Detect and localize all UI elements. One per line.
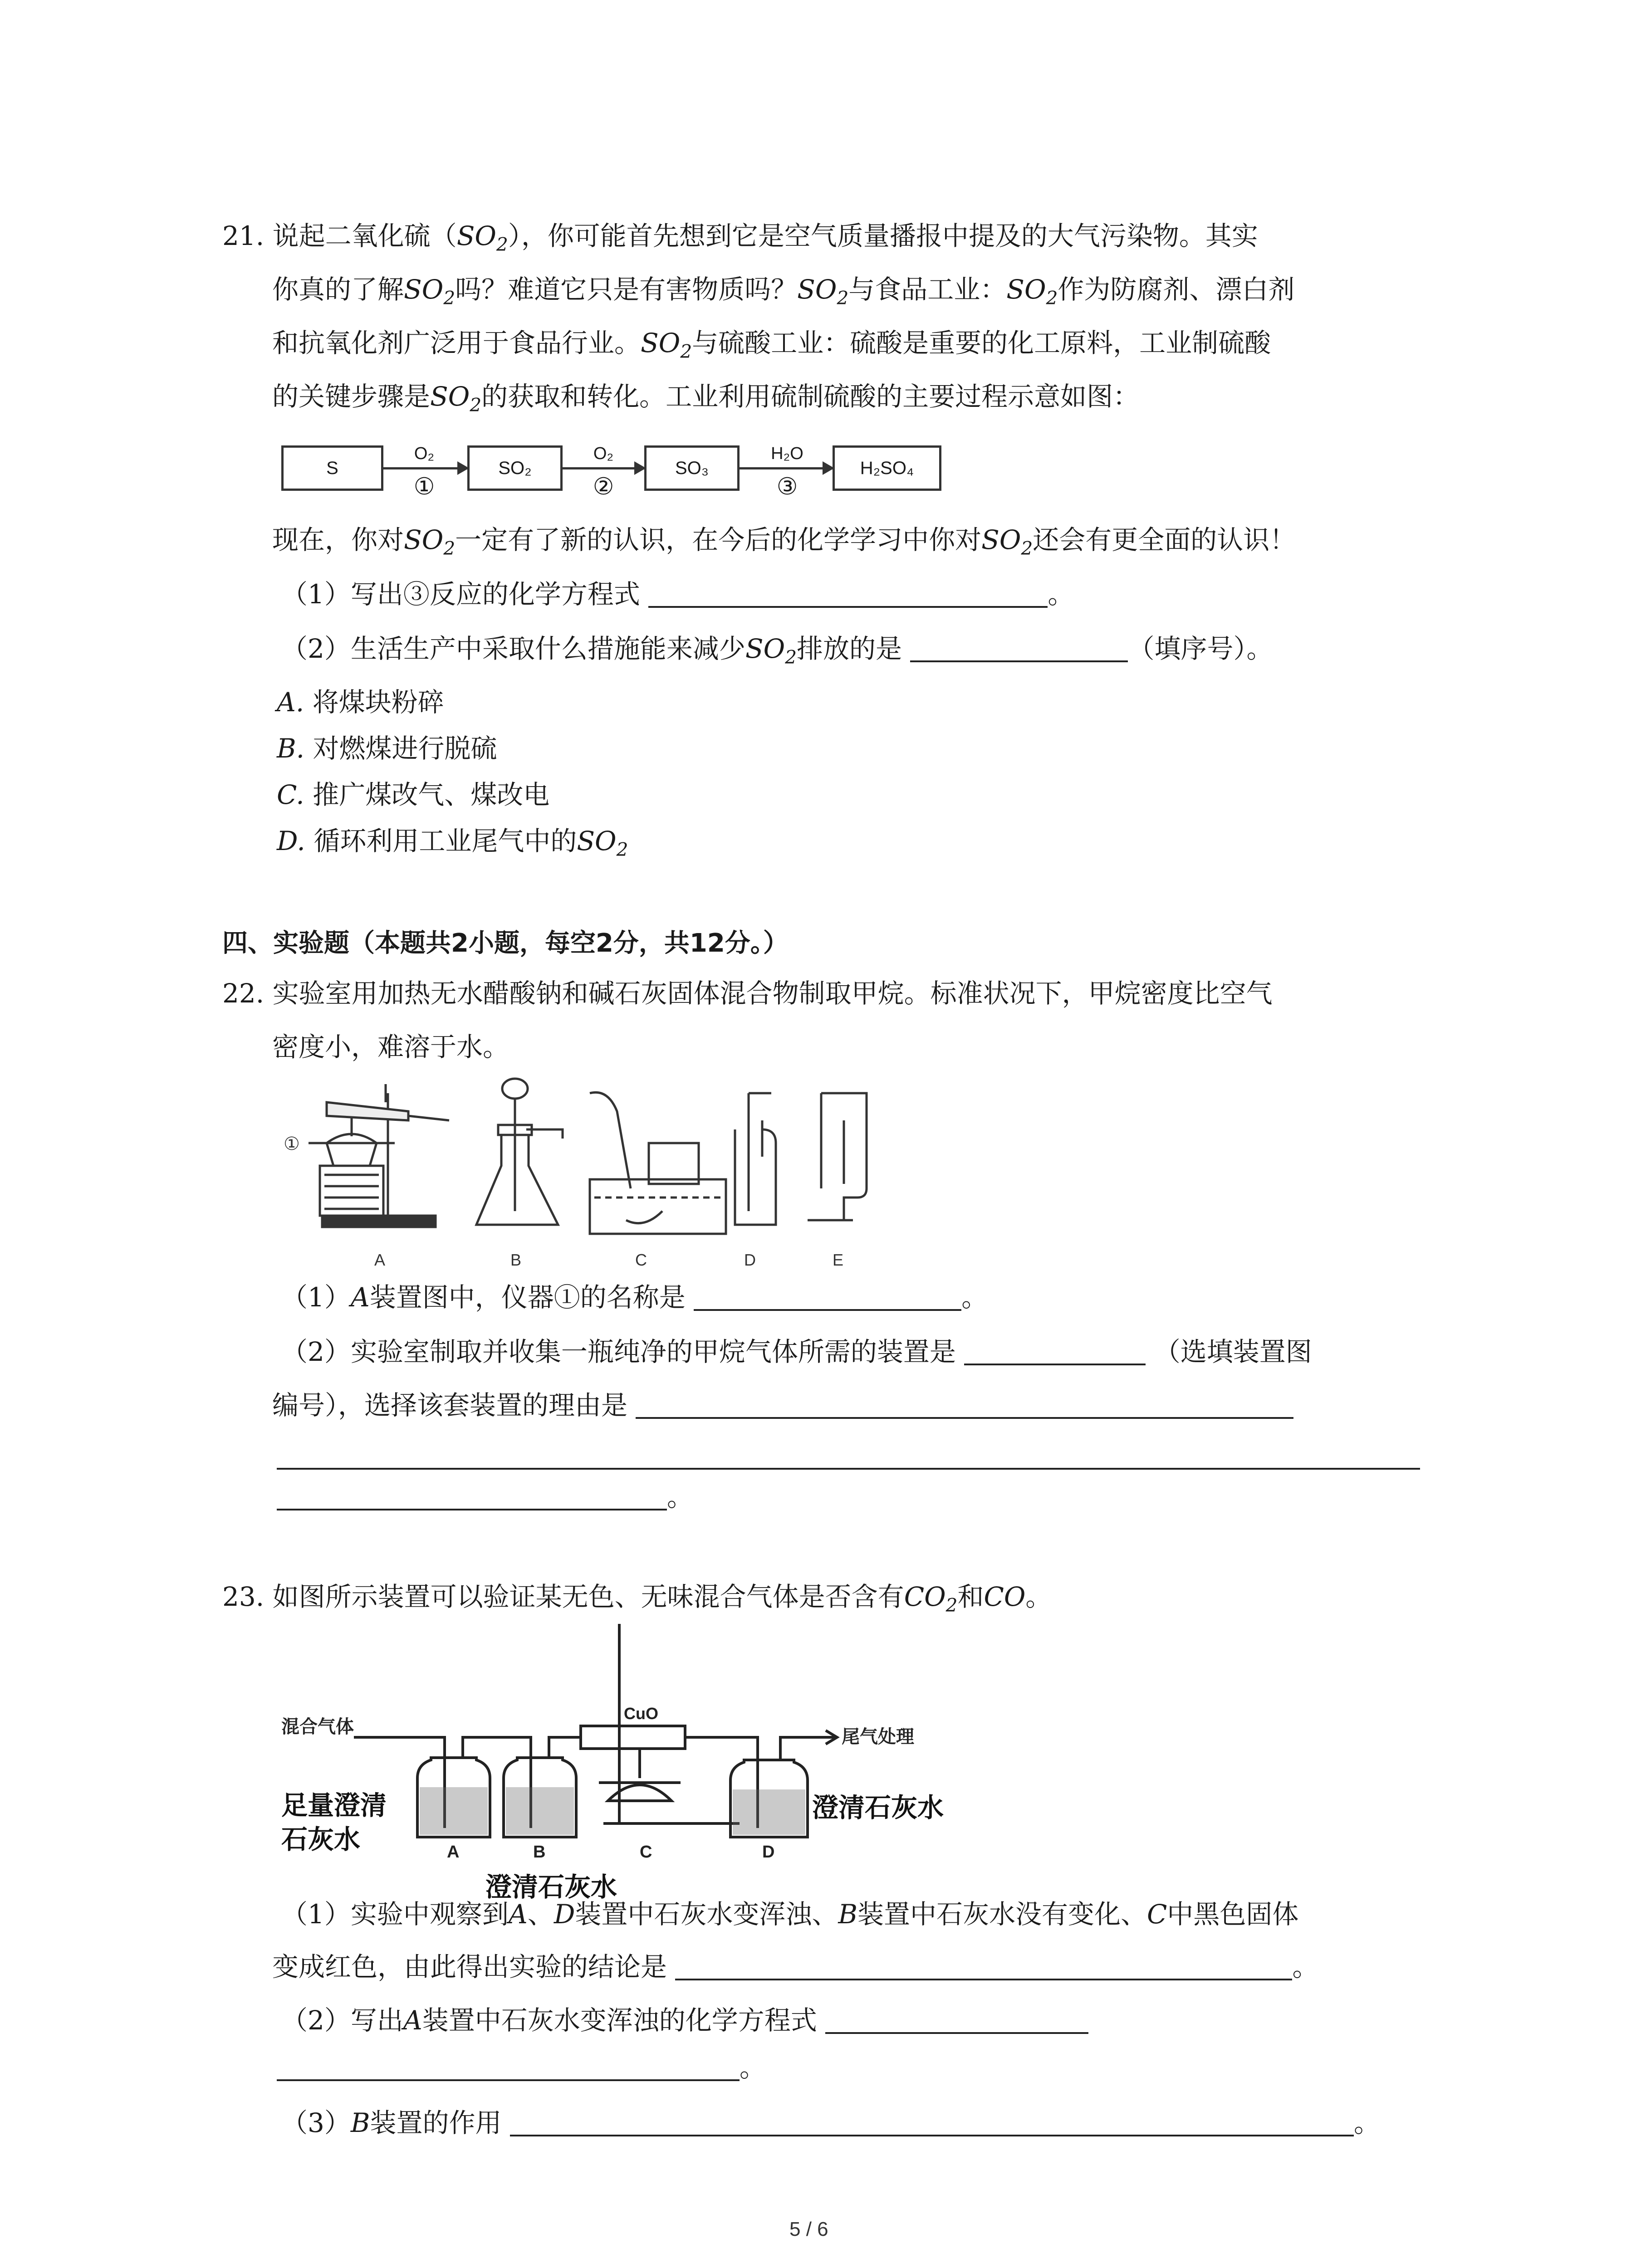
apparatus-c	[590, 1092, 726, 1234]
q23-line-1: 23. 如图所示装置可以验证某无色、无味混合气体是否含有$CO_2$和CO。	[222, 1581, 1052, 1616]
q22-sub-2: （2）实验室制取并收集一瓶纯净的甲烷气体所需的装置是 （选填装置图	[281, 1336, 1312, 1367]
q21-line-1: 21. 说起二氧化硫$(SO_2)$，你可能首先想到它是空气质量播报中提及的大气污染物。其实	[222, 220, 1258, 255]
flow-arrow-3-bottom: ③	[776, 474, 798, 500]
q21-sub-1: （1）写出③反应的化学方程式 。	[281, 579, 1074, 610]
q21-option-c: C. 推广煤改气、煤改电	[277, 779, 550, 810]
apparatus-d	[735, 1093, 776, 1225]
answer-blank-23-3[interactable]	[277, 2052, 740, 2081]
fig23-letter-b: B	[533, 1843, 546, 1862]
q23-sub-1: （1）实验中观察到A、D装置中石灰水变浑浊、B装置中石灰水没有变化、C中黑色固体	[281, 1899, 1299, 1930]
q21-line-3: 和抗氧化剂广泛用于食品行业。$SO_2$与硫酸工业：硫酸是重要的化工原料，工业制硫酸	[272, 327, 1271, 362]
q21-line-2: 你真的了解$SO_2$吗？难道它只是有害物质吗？$SO_2$与食品工业：$SO_2$作为防腐剂、漂白剂	[272, 274, 1295, 309]
answer-blank-21-1[interactable]	[648, 579, 1048, 608]
answer-blank-22-5[interactable]	[277, 1481, 667, 1510]
q22-line-2: 密度小，难溶于水。	[272, 1031, 509, 1062]
q22-line-1: 22. 实验室用加热无水醋酸钠和碱石灰固体混合物制取甲烷。标准状况下，甲烷密度比空气	[222, 978, 1273, 1009]
answer-blank-21-2[interactable]	[910, 633, 1128, 662]
q23-sub-2: （2）写出A装置中石灰水变浑浊的化学方程式	[281, 2002, 1088, 2038]
flow-arrow-1	[383, 467, 467, 469]
circle-one-label: ①	[284, 1134, 300, 1154]
apparatus-e	[808, 1093, 867, 1220]
apparatus-a	[309, 1084, 449, 1227]
answer-blank-23-2[interactable]	[825, 2005, 1088, 2034]
flow-arrow-1-top: O₂	[414, 444, 435, 463]
apparatus-b	[476, 1079, 563, 1225]
answer-blank-23-1[interactable]	[675, 1951, 1292, 1980]
q23-sub-1-cont: 变成红色，由此得出实验的结论是 。	[272, 1951, 1319, 1982]
lab-apparatus-figure	[272, 1075, 889, 1288]
fig23-letter-a: A	[447, 1843, 460, 1862]
q21-option-a: A. 将煤块粉碎	[277, 687, 444, 718]
answer-blank-22-2[interactable]	[964, 1336, 1146, 1365]
fig23-letter-c: C	[640, 1843, 652, 1862]
fig-label-d: D	[744, 1251, 756, 1269]
answer-blank-22-3[interactable]	[636, 1390, 1293, 1419]
fig-label-b: B	[510, 1251, 522, 1269]
q22-sub-2-cont: 编号），选择该套装置的理由是	[272, 1387, 1293, 1423]
gas-test-figure	[281, 1624, 962, 1910]
page-number: 5 / 6	[789, 2218, 828, 2240]
right-limewater-label: 澄清石灰水	[812, 1792, 944, 1823]
q21-sub-2: （2）生活生产中采取什么措施能来减少$SO_2$排放的是 （填序号）。	[281, 633, 1273, 668]
answer-blank-23-4[interactable]	[510, 2107, 1354, 2136]
answer-blank-22-1[interactable]	[694, 1282, 961, 1311]
flow-arrow-2	[563, 467, 644, 469]
q23-sub-2-cont: 。	[277, 2049, 766, 2086]
flow-arrow-3-top: H₂O	[771, 444, 803, 463]
q21-option-d: D. 循环利用工业尾气中的$SO_2$	[277, 826, 628, 860]
flow-box-so3: SO₃	[644, 445, 740, 491]
left-limewater-label-1: 足量澄清	[281, 1790, 387, 1821]
left-limewater-label-2: 石灰水	[281, 1824, 361, 1855]
flow-arrow-2-top: O₂	[593, 444, 614, 463]
q23-sub-3: （3）B装置的作用 。	[281, 2107, 1380, 2138]
q21-line-5: 现在，你对$SO_2$一定有了新的认识，在今后的化学学习中你对$SO_2$还会有更全面的认识！	[272, 524, 1296, 559]
q21-option-b: B. 对燃煤进行脱硫	[277, 733, 497, 764]
q22-sub-1: （1）A装置图中，仪器①的名称是 。	[281, 1282, 988, 1313]
section-4-heading: 四、实验题（本题共2小题，每空2分，共12分。）	[222, 929, 789, 958]
cuo-label: CuO	[624, 1704, 658, 1723]
flow-box-so2: SO₂	[467, 445, 563, 491]
q21-line-4: 的关键步骤是$SO_2$的获取和转化。工业利用硫制硫酸的主要过程示意如图：	[272, 381, 1140, 416]
bottom-limewater-label: 澄清石灰水	[485, 1872, 617, 1902]
q22-last-line: 。	[277, 1479, 693, 1515]
answer-blank-22-4[interactable]	[277, 1441, 1420, 1470]
flow-arrow-2-bottom: ②	[593, 474, 614, 500]
flow-box-h2so4: H₂SO₄	[833, 445, 941, 491]
fig-label-e: E	[833, 1251, 844, 1269]
fig-label-a: A	[374, 1251, 386, 1269]
fig23-letter-d: D	[762, 1843, 775, 1862]
fig-label-c: C	[635, 1251, 647, 1269]
flow-arrow-1-bottom: ①	[413, 474, 435, 500]
flow-arrow-3	[740, 467, 833, 469]
exhaust-label: 尾气处理	[842, 1727, 914, 1747]
flow-box-s: S	[281, 445, 383, 491]
mixed-gas-label: 混合气体	[281, 1717, 354, 1737]
